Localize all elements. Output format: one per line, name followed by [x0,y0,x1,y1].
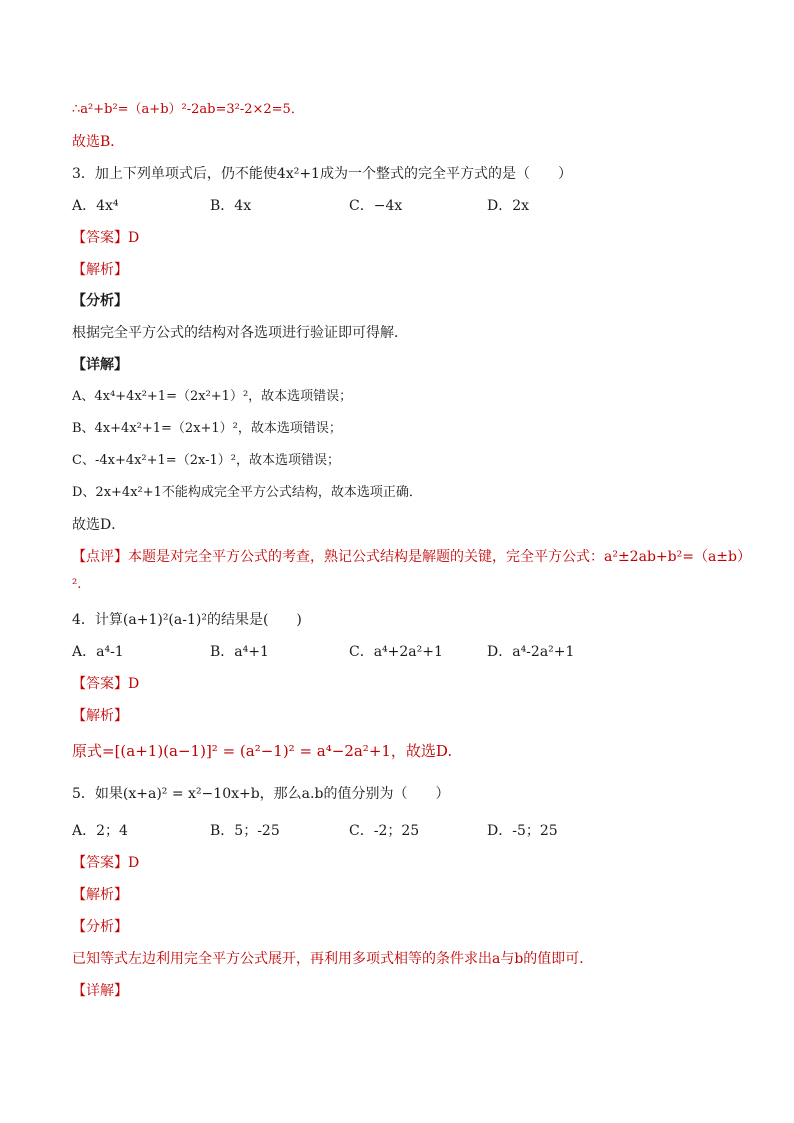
q3-dianping-text: 本题是对完全平方公式的考查，熟记公式结构是解题的关键，完全平方公式：a²±2ab+b²=（a±b） [128,549,751,565]
q5-option-d: D．-5；25 [487,823,558,839]
question-3-stem: 3．加上下列单项式后，仍不能使4x²+1成为一个整式的完全平方式的是（ ） [72,166,572,182]
question-5-stem: 5．如果(x+a)² = x²−10x+b，那么a.b的值分别为（ ） [72,786,450,802]
q4-answer: 【答案】D [72,676,140,692]
q3-option-b: B．4x [210,198,252,214]
q4-option-b: B．a⁴+1 [210,644,269,660]
q5-option-b: B．5；-25 [210,823,280,839]
q3-detail-d: D、2x+4x²+1不能构成完全平方公式结构，故本选项正确． [72,485,422,500]
q3-dianping-label: 【点评】 [72,549,128,565]
q5-option-c: C．-2；25 [349,823,420,839]
q4-solution: 原式=[(a+1)(a−1)]² = (a²−1)² = a⁴−2a²+1，故选D. [72,742,453,760]
q4-option-a: A．a⁴-1 [72,644,124,660]
q3-dianping-tail: ². [72,577,82,592]
q3-detail-a: A、4x⁴+4x²+1=（2x²+1）²，故本选项错误； [72,389,353,404]
q4-option-c: C．a⁴+2a²+1 [349,644,443,660]
q5-answer: 【答案】D [72,855,140,871]
q3-answer: 【答案】D [72,230,140,246]
choose-b: 故选B． [72,134,125,150]
q3-option-a: A．4x⁴ [72,198,119,214]
q3-fenxi-label: 【分析】 [72,293,128,309]
q3-xiangjie-label: 【详解】 [72,357,128,373]
formula-line: ∴a²+b²=（a+b）²-2ab=3²-2×2=5． [72,102,304,117]
q3-detail-c: C、-4x+4x²+1=（2x-1）²，故本选项错误； [72,453,340,468]
q4-analysis-label: 【解析】 [72,708,128,724]
q5-fenxi-text: 已知等式左边利用完全平方公式展开，再利用多项式相等的条件求出a与b的值即可． [72,951,594,967]
q5-option-a: A．2；4 [72,823,128,839]
q5-xiangjie-label: 【详解】 [72,983,128,999]
q5-fenxi-label: 【分析】 [72,919,128,935]
q3-choose: 故选D． [72,517,126,533]
question-4-stem: 4．计算(a+1)²(a-1)²的结果是( ) [72,612,302,628]
q3-option-c: C．−4x [349,198,403,214]
q5-analysis-label: 【解析】 [72,887,128,903]
q3-fenxi-text: 根据完全平方公式的结构对各选项进行验证即可得解． [72,325,408,341]
q3-analysis-label: 【解析】 [72,262,128,278]
q4-option-d: D．a⁴-2a²+1 [487,644,575,660]
q3-option-d: D．2x [487,198,530,214]
q3-dianping [72,547,751,567]
q3-detail-b: B、4x+4x²+1=（2x+1）²，故本选项错误； [72,421,342,436]
